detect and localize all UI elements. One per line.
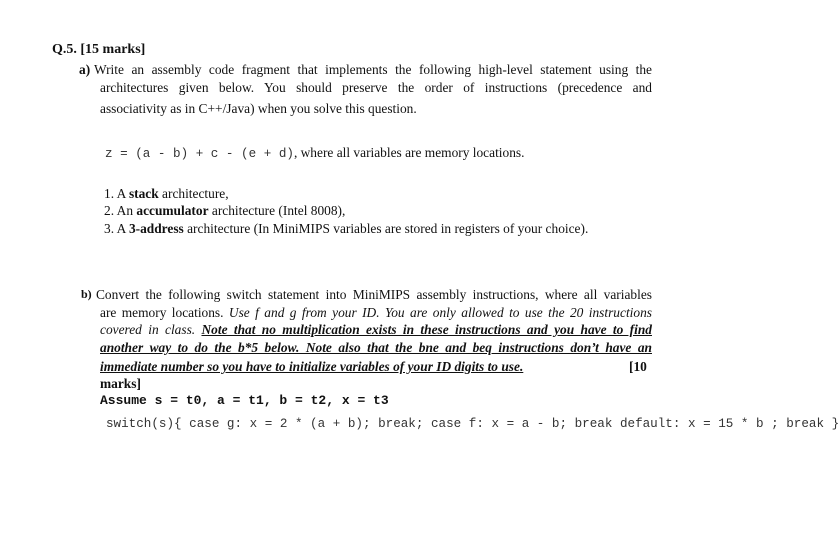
marks-label-continued: marks] bbox=[100, 376, 141, 391]
code-line: default: x = 15 * b ; break bbox=[619, 417, 825, 431]
list-item: 2. An accumulator architecture (Intel 8008), bbox=[104, 203, 346, 218]
part-a-line-3: associativity as in C++/Java) when you solve this question. bbox=[100, 101, 417, 116]
expression-code: z = (a - b) + c - (e + d) bbox=[105, 147, 294, 161]
expression-line bbox=[105, 144, 524, 162]
code-line: } bbox=[831, 417, 839, 431]
expression-description: , where all variables are memory locations. bbox=[293, 145, 525, 160]
part-a-line-2: architectures given below. You should preserve the order of instructions (precedence and bbox=[100, 80, 652, 95]
part-a-line-1: Write an assembly code fragment that implements the following high-level statement using the bbox=[94, 62, 652, 77]
marks-label: [10 bbox=[629, 359, 647, 374]
switch-code-block bbox=[106, 416, 839, 433]
part-b-line-3: covered in class. Note that no multiplication exists in these instructions and you have to find bbox=[100, 322, 652, 337]
part-b-line-2: are memory locations. Use f and g from your ID. You are only allowed to use the 20 instructions bbox=[100, 305, 652, 320]
code-line: case g: x = 2 * (a + b); break; bbox=[189, 417, 424, 431]
part-b-line-5: immediate number so you have to initialize variables of your ID digits to use. bbox=[100, 359, 524, 374]
part-b-line-4: another way to do the b*5 below. Note also that the bne and beq instructions don’t have an bbox=[100, 340, 652, 355]
code-line: case f: x = a - b; break bbox=[431, 417, 613, 431]
list-item: 3. A 3-address architecture (In MiniMIPS variables are stored in registers of your choice). bbox=[104, 221, 589, 236]
list-item: 1. A stack architecture, bbox=[104, 186, 229, 201]
part-a-label: a) bbox=[79, 62, 91, 77]
assume-line: Assume s = t0, a = t1, b = t2, x = t3 bbox=[100, 393, 389, 408]
code-line: switch(s){ bbox=[106, 417, 182, 431]
question-heading: Q.5. [15 marks] bbox=[52, 42, 146, 57]
part-b-line-1: Convert the following switch statement into MiniMIPS assembly instructions, where all variables bbox=[96, 287, 652, 302]
part-b-label: b) bbox=[81, 287, 92, 301]
